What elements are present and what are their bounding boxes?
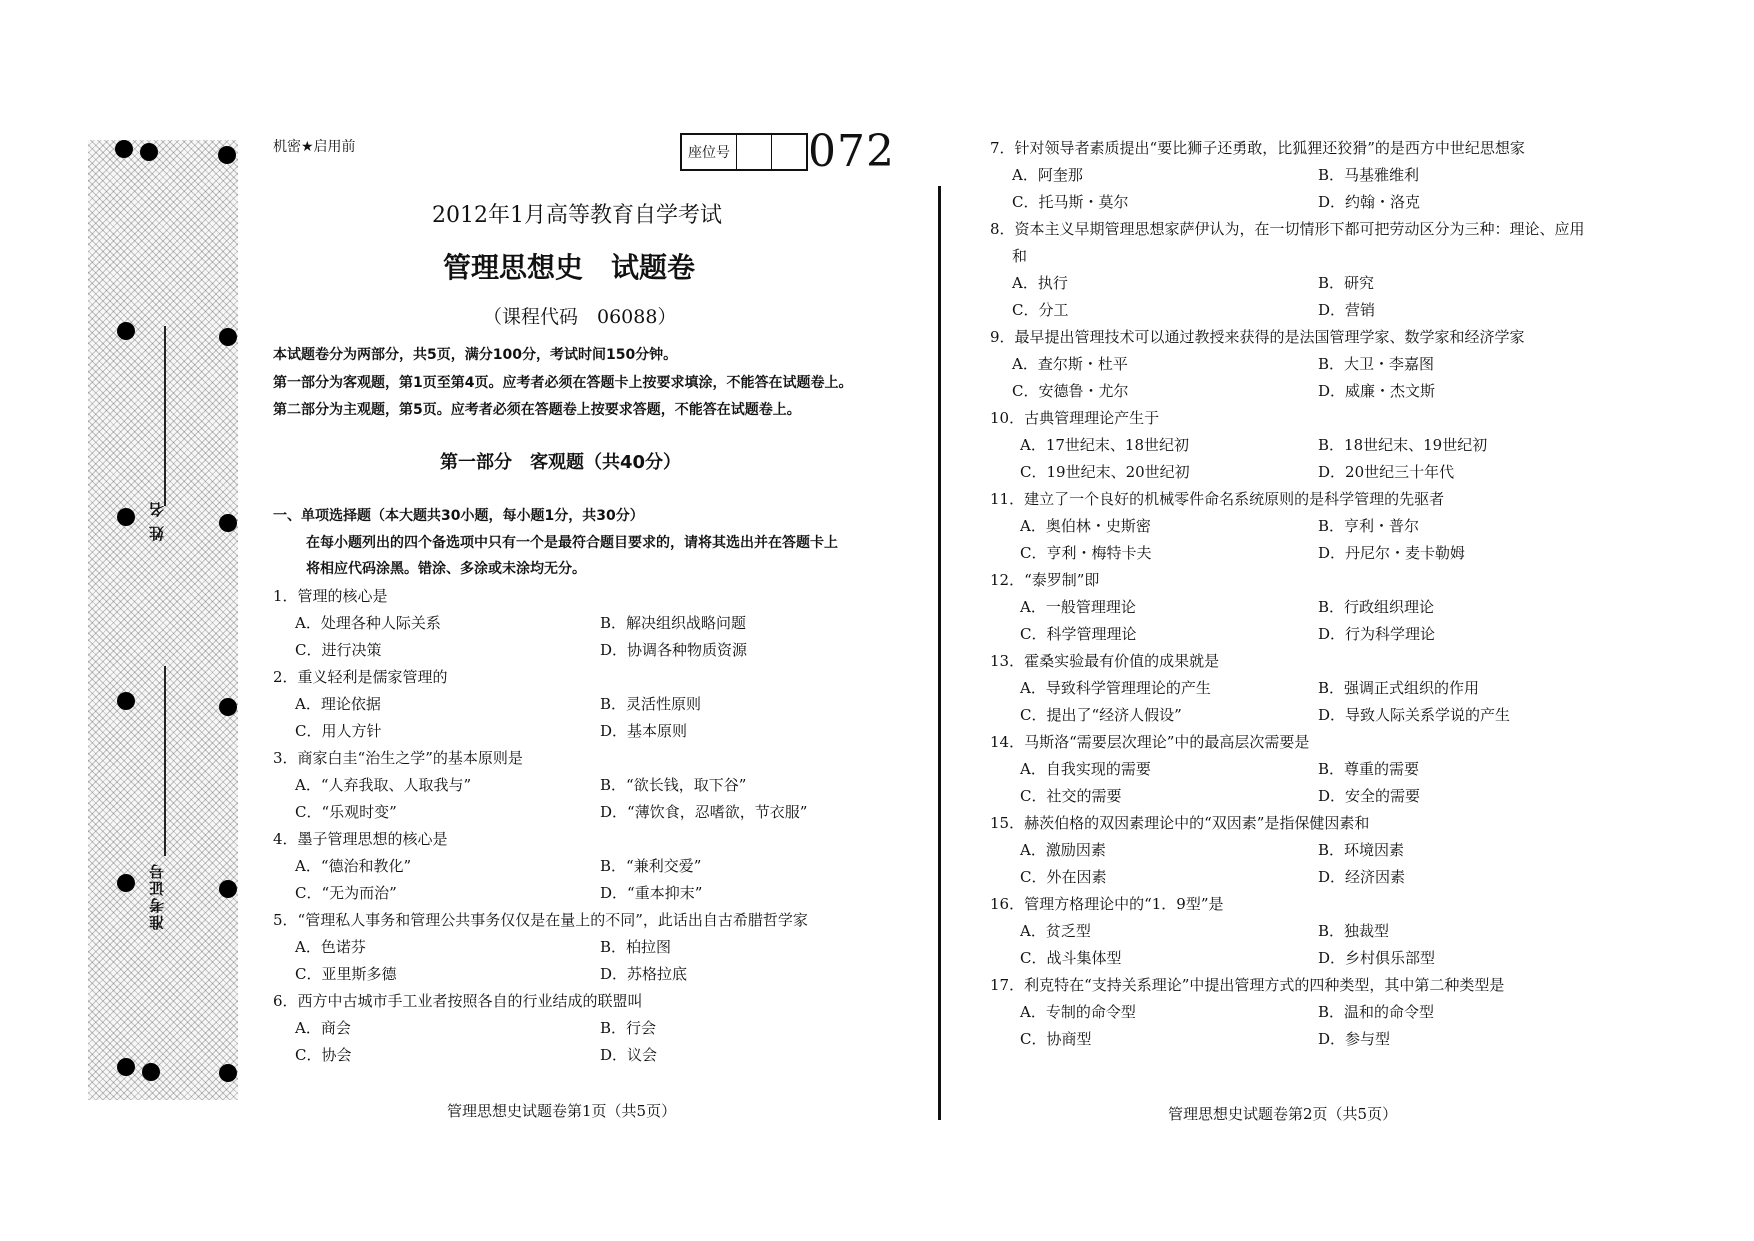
page-footer-left: 管理思想史试题卷第1页（共5页） [447, 1102, 677, 1120]
option-c: C．用人方针 [295, 722, 382, 740]
punch-hole [117, 692, 135, 710]
punch-hole [218, 146, 236, 164]
option-b: B．行会 [600, 1019, 657, 1037]
option-c: C．协会 [295, 1046, 352, 1064]
option-b: B．行政组织理论 [1318, 598, 1435, 616]
option-d: D．经济因素 [1318, 868, 1406, 886]
punch-hole [140, 143, 158, 161]
option-d: D．导致人际关系学说的产生 [1318, 706, 1511, 724]
option-c: C．亚里斯多德 [295, 965, 397, 983]
option-b: B．解决组织战略问题 [600, 614, 747, 632]
punch-hole [115, 140, 133, 158]
option-a: A．查尔斯・杜平 [1012, 355, 1128, 373]
exam-title: 2012年1月高等教育自学考试 [432, 203, 722, 228]
ticket-write-line[interactable] [164, 666, 166, 856]
option-c: C．“乐观时变” [295, 803, 397, 821]
question-stem: 7．针对领导者素质提出“要比狮子还勇敢，比狐狸还狡猾”的是西方中世纪思想家 [990, 139, 1525, 157]
seat-number: 072 [808, 126, 895, 177]
option-d: D．乡村俱乐部型 [1318, 949, 1436, 967]
question-stem-continued: 和 [1012, 247, 1028, 265]
part-title: 第一部分 客观题（共40分） [440, 452, 682, 473]
option-a: A．导致科学管理理论的产生 [1020, 679, 1211, 697]
option-c: C．战斗集体型 [1020, 949, 1122, 967]
option-a: A．阿奎那 [1012, 166, 1083, 184]
option-b: B．“欲长钱，取下谷” [600, 776, 747, 794]
intro-line: 本试题卷分为两部分，共5页，满分100分，考试时间150分钟。 [273, 347, 678, 363]
seat-label: 座位号 [682, 135, 737, 169]
section-title: 一、单项选择题（本大题共30小题，每小题1分，共30分） [273, 508, 644, 524]
question-stem: 9．最早提出管理技术可以通过教授来获得的是法国管理学家、数学家和经济学家 [990, 328, 1525, 346]
option-b: B．柏拉图 [600, 938, 672, 956]
question-stem: 11．建立了一个良好的机械零件命名系统原则的是科学管理的先驱者 [990, 490, 1445, 508]
name-label: 姓 名 [148, 500, 166, 542]
option-d: D．营销 [1318, 301, 1376, 319]
question-stem: 2．重义轻利是儒家管理的 [273, 668, 448, 686]
option-a: A．自我实现的需要 [1020, 760, 1151, 778]
intro-line: 第一部分为客观题，第1页至第4页。应考者必须在答题卡上按要求填涂，不能答在试题卷上。 [273, 375, 853, 391]
option-c: C．外在因素 [1020, 868, 1107, 886]
option-b: B．尊重的需要 [1318, 760, 1420, 778]
option-c: C．提出了“经济人假设” [1020, 706, 1182, 724]
option-d: D．参与型 [1318, 1030, 1391, 1048]
option-a: A．一般管理理论 [1020, 598, 1136, 616]
seat-cell[interactable] [772, 135, 806, 169]
option-d: D．约翰・洛克 [1318, 193, 1421, 211]
option-b: B．环境因素 [1318, 841, 1405, 859]
paper-title: 管理思想史 试题卷 [443, 251, 696, 284]
page-divider [938, 186, 941, 1120]
question-stem: 16．管理方格理论中的“1．9型”是 [990, 895, 1224, 913]
option-d: D．20世纪三十年代 [1318, 463, 1455, 481]
option-b: B．灵活性原则 [600, 695, 702, 713]
intro-line: 第二部分为主观题，第5页。应考者必须在答题卷上按要求答题，不能答在试题卷上。 [273, 402, 801, 418]
punch-hole [117, 1058, 135, 1076]
option-a: A．理论依据 [295, 695, 381, 713]
option-b: B．大卫・李嘉图 [1318, 355, 1435, 373]
option-a: A．奥伯林・史斯密 [1020, 517, 1151, 535]
option-b: B．独裁型 [1318, 922, 1390, 940]
option-b: B．研究 [1318, 274, 1375, 292]
option-b: B．亨利・普尔 [1318, 517, 1420, 535]
option-a: A．“人弃我取、人取我与” [295, 776, 472, 794]
option-b: B．“兼利交爱” [600, 857, 702, 875]
question-stem: 12．“泰罗制”即 [990, 571, 1100, 589]
option-d: D．协调各种物质资源 [600, 641, 748, 659]
binding-strip [88, 140, 238, 1100]
option-a: A．商会 [295, 1019, 351, 1037]
question-stem: 10．古典管理理论产生于 [990, 409, 1160, 427]
option-c: C．托马斯・莫尔 [1012, 193, 1129, 211]
question-stem: 13．霍桑实验最有价值的成果就是 [990, 652, 1220, 670]
option-b: B．强调正式组织的作用 [1318, 679, 1480, 697]
question-stem: 4．墨子管理思想的核心是 [273, 830, 448, 848]
option-c: C．安德鲁・尤尔 [1012, 382, 1129, 400]
option-b: B．温和的命令型 [1318, 1003, 1435, 1021]
option-d: D．基本原则 [600, 722, 688, 740]
option-a: A．贫乏型 [1020, 922, 1091, 940]
punch-hole [219, 328, 237, 346]
option-d: D．丹尼尔・麦卡勒姆 [1318, 544, 1466, 562]
option-c: C．19世纪末、20世纪初 [1020, 463, 1190, 481]
option-c: C．亨利・梅特卡夫 [1020, 544, 1152, 562]
punch-hole [142, 1063, 160, 1081]
option-a: A．激励因素 [1020, 841, 1106, 859]
course-code: （课程代码 06088） [483, 306, 677, 328]
option-c: C．社交的需要 [1020, 787, 1122, 805]
question-stem: 8．资本主义早期管理思想家萨伊认为，在一切情形下都可把劳动区分为三种：理论、应用 [990, 220, 1585, 238]
question-stem: 14．马斯洛“需要层次理论”中的最高层次需要是 [990, 733, 1310, 751]
option-c: C．科学管理理论 [1020, 625, 1137, 643]
confidential-mark: 机密★启用前 [273, 139, 356, 155]
option-b: B．马基雅维利 [1318, 166, 1420, 184]
seat-cell[interactable] [737, 135, 772, 169]
option-d: D．安全的需要 [1318, 787, 1421, 805]
option-a: A．处理各种人际关系 [295, 614, 441, 632]
option-b: B．18世纪末、19世纪初 [1318, 436, 1488, 454]
name-write-line[interactable] [164, 326, 166, 506]
option-c: C．进行决策 [295, 641, 382, 659]
punch-hole [219, 698, 237, 716]
ticket-number-label: 准考证号 [148, 862, 166, 930]
option-a: A．“德治和教化” [295, 857, 412, 875]
punch-hole [117, 508, 135, 526]
seat-number-box [680, 133, 808, 171]
option-d: D．“重本抑末” [600, 884, 703, 902]
option-a: A．专制的命令型 [1020, 1003, 1136, 1021]
option-c: C．“无为而治” [295, 884, 397, 902]
punch-hole [219, 1064, 237, 1082]
option-d: D．行为科学理论 [1318, 625, 1436, 643]
question-stem: 5．“管理私人事务和管理公共事务仅仅是在量上的不同”，此话出自古希腊哲学家 [273, 911, 808, 929]
question-stem: 15．赫茨伯格的双因素理论中的“双因素”是指保健因素和 [990, 814, 1370, 832]
option-a: A．执行 [1012, 274, 1068, 292]
option-a: A．色诺芬 [295, 938, 366, 956]
option-d: D．“薄饮食，忍嗜欲，节衣服” [600, 803, 808, 821]
question-stem: 17．利克特在“支持关系理论”中提出管理方式的四种类型，其中第二种类型是 [990, 976, 1505, 994]
option-d: D．议会 [600, 1046, 658, 1064]
punch-hole [219, 514, 237, 532]
option-d: D．苏格拉底 [600, 965, 688, 983]
section-instruction: 在每小题列出的四个备选项中只有一个是最符合题目要求的，请将其选出并在答题卡上 [306, 535, 838, 551]
question-stem: 1．管理的核心是 [273, 587, 388, 605]
punch-hole [117, 874, 135, 892]
question-stem: 6．西方中古城市手工业者按照各自的行业结成的联盟叫 [273, 992, 643, 1010]
question-stem: 3．商家白圭“治生之学”的基本原则是 [273, 749, 523, 767]
punch-hole [219, 880, 237, 898]
option-c: C．协商型 [1020, 1030, 1092, 1048]
page-footer-right: 管理思想史试题卷第2页（共5页） [1168, 1105, 1398, 1123]
option-d: D．威廉・杰文斯 [1318, 382, 1436, 400]
section-instruction: 将相应代码涂黑。错涂、多涂或未涂均无分。 [306, 561, 586, 577]
option-a: A．17世纪末、18世纪初 [1020, 436, 1190, 454]
option-c: C．分工 [1012, 301, 1069, 319]
punch-hole [117, 322, 135, 340]
